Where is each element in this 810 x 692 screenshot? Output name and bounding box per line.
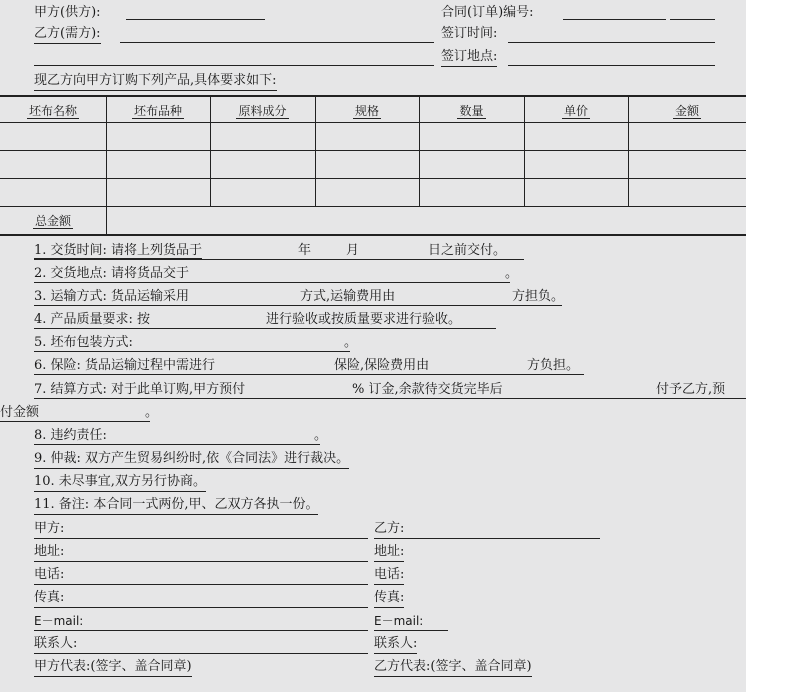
term-10: 10. 未尽事宜,双方另行协商。: [34, 473, 206, 492]
column-header-fabric-type: 坯布品种: [133, 104, 182, 118]
table-row-rule: [0, 206, 746, 207]
sign-email-a: E－mail:: [34, 612, 368, 631]
term-9: 9. 仲裁: 双方产生贸易纠纷时,依《合同法》进行裁决。: [34, 450, 349, 469]
sign-email-b: E－mail:: [374, 612, 448, 631]
term-2: 2. 交货地点: 请将货品交于: [34, 266, 190, 281]
term-3-mid: 方式,运输费用由: [300, 289, 396, 304]
term-3-underline[interactable]: [34, 305, 562, 306]
term-2-end: 。: [505, 266, 519, 281]
sign-party-b: 乙方:: [374, 520, 600, 539]
term-7: 7. 结算方式: 对于此单订购,甲方预付: [34, 382, 246, 397]
contract-no-field[interactable]: [563, 19, 666, 20]
term-6-end: 方负担。: [527, 358, 580, 373]
party-b-field[interactable]: [120, 42, 434, 43]
table-top-rule: [0, 95, 746, 97]
term-7-continued: 付金额: [0, 405, 40, 420]
sign-address-b: 地址:: [374, 543, 404, 562]
sign-contact-b: 联系人:: [374, 635, 417, 654]
sign-rep-a: 甲方代表:(签字、盖合同章): [34, 658, 192, 677]
term-8: 8. 违约责任:: [34, 428, 107, 443]
term-6: 6. 保险: 货品运输过程中需进行: [34, 358, 216, 373]
sign-time-field[interactable]: [508, 42, 715, 43]
table-row-rule: [0, 122, 746, 123]
sign-party-a: 甲方:: [34, 520, 368, 539]
sign-place-field[interactable]: [508, 65, 715, 66]
term-3-end: 方担负。: [512, 289, 565, 304]
term-7-mid: % 订金,余款待交货完毕后: [352, 382, 503, 397]
term-2-underline[interactable]: [34, 282, 510, 283]
column-header-fabric-name: 坯布名称: [28, 104, 77, 118]
party-b-label: 乙方(需方):: [34, 25, 101, 44]
sign-fax-a: 传真:: [34, 589, 368, 608]
term-1: 1. 交货时间: 请将上列货品于: [34, 243, 203, 258]
party-a-field[interactable]: [126, 19, 265, 20]
term-1-day: 日之前交付。: [428, 243, 507, 258]
sign-place-label: 签订地点:: [441, 48, 497, 67]
term-7-amount-underline[interactable]: [0, 421, 150, 422]
term-5-end: 。: [344, 335, 358, 350]
sign-time-label: 签订时间:: [441, 26, 498, 41]
column-header-spec: 规格: [354, 104, 379, 118]
sign-address-a: 地址:: [34, 543, 368, 562]
sign-fax-b: 传真:: [374, 589, 404, 608]
term-8-end: 。: [314, 428, 328, 443]
term-6-underline[interactable]: [34, 374, 584, 375]
term-4: 4. 产品质量要求: 按: [34, 312, 151, 327]
sign-rep-b: 乙方代表:(签字、盖合同章): [374, 658, 532, 677]
sign-phone-b: 电话:: [374, 566, 404, 585]
contract-no-field-2[interactable]: [670, 19, 715, 20]
sign-contact-a: 联系人:: [34, 635, 368, 654]
column-header-material: 原料成分: [238, 104, 287, 118]
term-3: 3. 运输方式: 货品运输采用: [34, 289, 190, 304]
column-header-unit-price: 单价: [563, 104, 588, 118]
term-5-underline[interactable]: [34, 351, 350, 352]
term-8-underline[interactable]: [34, 444, 320, 445]
term-1-year: 年: [298, 243, 312, 258]
table-bottom-rule: [0, 234, 746, 236]
table-row-rule: [0, 150, 746, 151]
term-7-end: 付予乙方,预: [656, 382, 726, 397]
total-amount-label: 总金额: [34, 214, 71, 228]
column-header-amount: 金额: [674, 104, 699, 118]
term-6-mid: 保险,保险费用由: [334, 358, 430, 373]
contract-no-label: 合同(订单)编号:: [441, 5, 534, 20]
sign-phone-a: 电话:: [34, 566, 368, 585]
term-1-month: 月: [346, 243, 360, 258]
table-row-rule: [0, 178, 746, 179]
intro-text: 现乙方向甲方订购下列产品,具体要求如下:: [34, 72, 277, 91]
term-11: 11. 备注: 本合同一式两份,甲、乙双方各执一份。: [34, 496, 318, 515]
column-header-quantity: 数量: [459, 104, 484, 118]
term-5: 5. 坯布包装方式:: [34, 335, 133, 350]
term-4-end: 进行验收或按质量要求进行验收。: [266, 312, 462, 327]
term-7-period: 。: [145, 405, 159, 420]
party-a-label: 甲方(供方):: [34, 5, 101, 20]
party-b-field-2[interactable]: [34, 65, 434, 66]
